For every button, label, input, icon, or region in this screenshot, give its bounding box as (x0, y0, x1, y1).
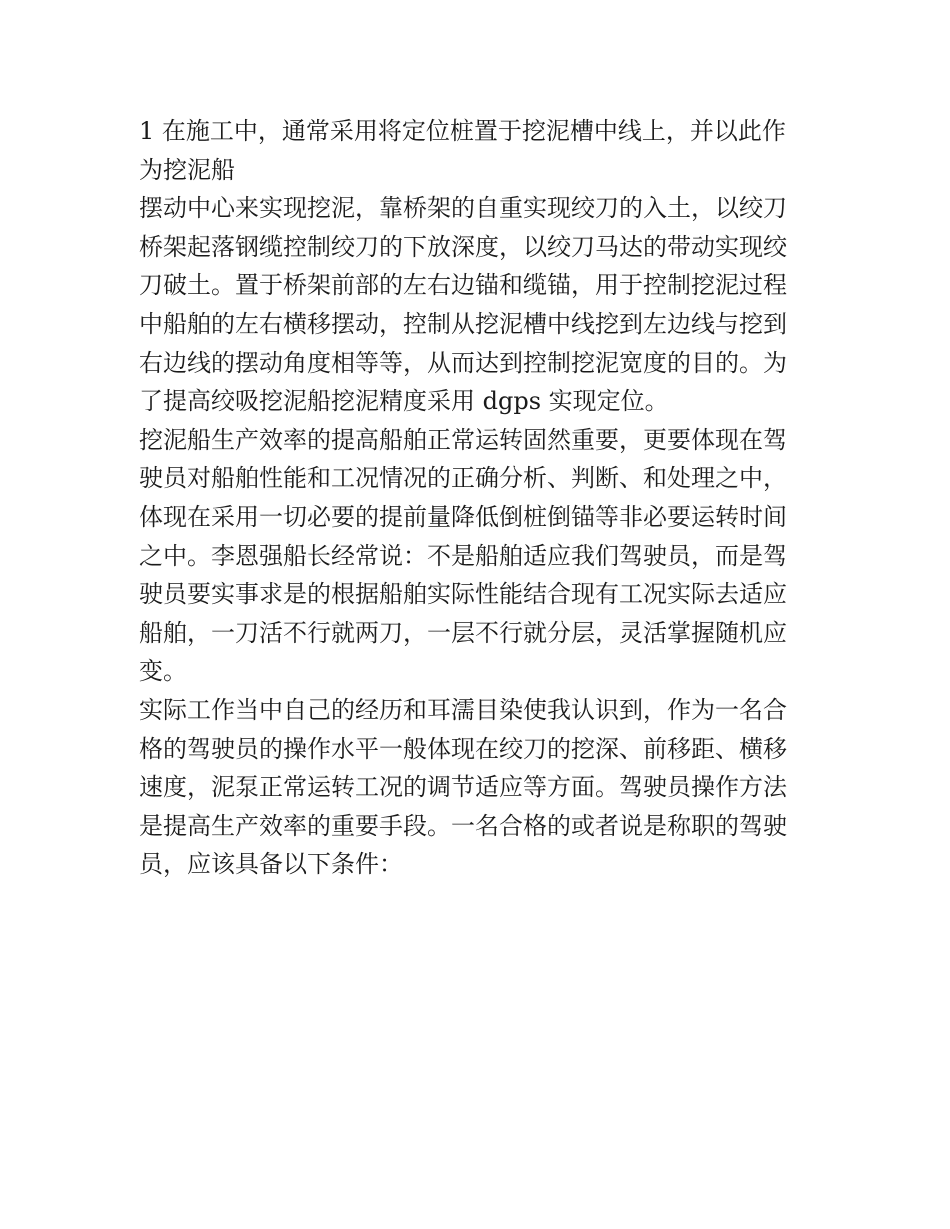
text-line: 之中。李恩强船长经常说：不是船舶适应我们驾驶员，而是驾 (139, 541, 787, 570)
text-line: 实际工作当中自己的经历和耳濡目染使我认识到，作为一名合 (139, 695, 787, 724)
text-line: 变。 (139, 657, 187, 686)
text-line: 是提高生产效率的重要手段。一名合格的或者说是称职的驾驶 (139, 811, 787, 840)
paragraph-4 (139, 691, 815, 884)
text-line: 1 在施工中，通常采用将定位桩置于挖泥槽中线上，并以此作 (139, 117, 786, 145)
document-body (139, 112, 815, 884)
text-line: 驶员要实事求是的根据船舶实际性能结合现有工况实际去适应 (139, 580, 787, 609)
text-line: 速度，泥泵正常运转工况的调节适应等方面。驾驶员操作方法 (139, 773, 787, 802)
paragraph-1 (139, 112, 815, 189)
text-line: 了提高绞吸挖泥船挖泥精度采用 dgps 实现定位。 (139, 387, 669, 416)
text-line: 摆动中心来实现挖泥，靠桥架的自重实现绞刀的入土，以绞刀 (139, 194, 787, 223)
text-line: 右边线的摆动角度相等等，从而达到控制挖泥宽度的目的。为 (139, 348, 787, 377)
text-line: 船舶，一刀活不行就两刀，一层不行就分层，灵活掌握随机应 (139, 618, 787, 647)
text-line: 员，应该具备以下条件： (139, 850, 403, 879)
text-line: 中船舶的左右横移摆动，控制从挖泥槽中线挖到左边线与挖到 (139, 309, 787, 338)
text-line: 为挖泥船 (139, 155, 235, 184)
text-line: 驶员对船舶性能和工况情况的正确分析、判断、和处理之中， (139, 464, 787, 493)
text-line: 挖泥船生产效率的提高船舶正常运转固然重要，更要体现在驾 (139, 425, 787, 454)
text-line: 体现在采用一切必要的提前量降低倒桩倒锚等非必要运转时间 (139, 502, 787, 531)
text-line: 刀破土。置于桥架前部的左右边锚和缆锚，用于控制挖泥过程 (139, 271, 787, 300)
paragraph-3 (139, 421, 815, 691)
paragraph-2 (139, 189, 815, 421)
text-line: 格的驾驶员的操作水平一般体现在绞刀的挖深、前移距、横移 (139, 734, 787, 763)
text-line: 桥架起落钢缆控制绞刀的下放深度，以绞刀马达的带动实现绞 (139, 232, 787, 261)
